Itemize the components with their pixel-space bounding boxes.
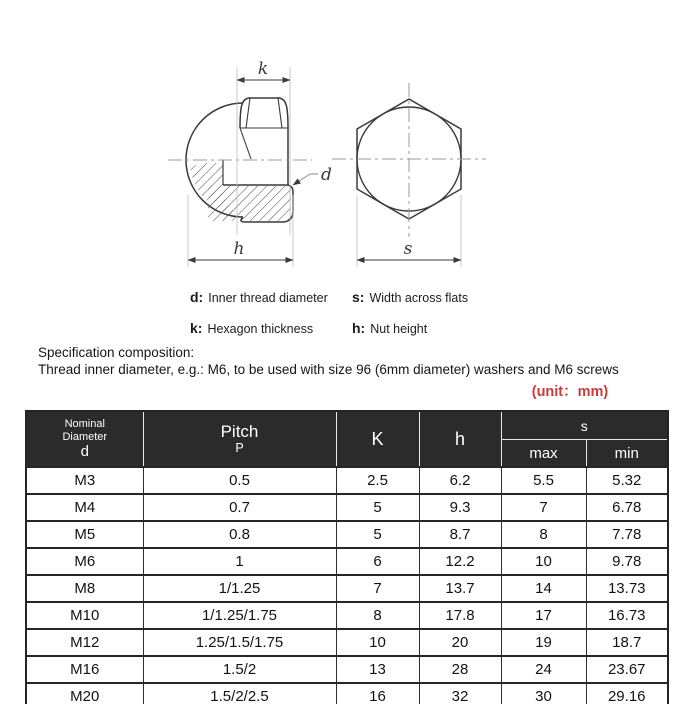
hex-cap-slant bbox=[240, 128, 251, 159]
cell-h: 12.2 bbox=[419, 548, 501, 575]
cell-smin: 16.73 bbox=[586, 602, 668, 629]
k-dimension-label: k bbox=[257, 59, 269, 79]
legend-item-h bbox=[352, 320, 427, 336]
table-row bbox=[26, 656, 668, 683]
cell-h: 17.8 bbox=[419, 602, 501, 629]
cell-smin: 29.16 bbox=[586, 683, 668, 704]
cell-h: 9.3 bbox=[419, 494, 501, 521]
cell-pitch: 1/1.25/1.75 bbox=[143, 602, 336, 629]
cap-nut-technical-drawing bbox=[150, 45, 490, 275]
legend-item-s bbox=[352, 289, 468, 305]
cell-smax: 8 bbox=[501, 521, 586, 548]
cell-k: 5 bbox=[336, 494, 419, 521]
cell-pitch: 0.5 bbox=[143, 467, 336, 494]
cell-smin: 18.7 bbox=[586, 629, 668, 656]
table-row bbox=[26, 521, 668, 548]
cell-h: 13.7 bbox=[419, 575, 501, 602]
cell-k: 8 bbox=[336, 602, 419, 629]
cell-smin: 5.32 bbox=[586, 467, 668, 494]
cell-h: 32 bbox=[419, 683, 501, 704]
header-d: d bbox=[80, 443, 89, 460]
cell-smax: 24 bbox=[501, 656, 586, 683]
specification-paragraph bbox=[38, 344, 619, 378]
cell-pitch: 1/1.25 bbox=[143, 575, 336, 602]
table-row bbox=[26, 575, 668, 602]
cell-d: M6 bbox=[26, 548, 143, 575]
cell-d: M20 bbox=[26, 683, 143, 704]
specification-body: Thread inner diameter, e.g.: M6, to be used with size 96 (6mm diameter) washers and M6 screws bbox=[38, 362, 619, 377]
cell-smax: 7 bbox=[501, 494, 586, 521]
cell-d: M3 bbox=[26, 467, 143, 494]
specification-title: Specification composition: bbox=[38, 345, 195, 360]
legend-item-k bbox=[190, 320, 313, 336]
d-dimension-label: d bbox=[321, 165, 332, 185]
legend-key-h: h: bbox=[352, 320, 366, 336]
col-header-s-min: min bbox=[586, 440, 668, 468]
cell-smax: 30 bbox=[501, 683, 586, 704]
cell-smin: 7.78 bbox=[586, 521, 668, 548]
cell-pitch: 0.8 bbox=[143, 521, 336, 548]
cell-d: M10 bbox=[26, 602, 143, 629]
col-header-nominal-diameter bbox=[26, 411, 143, 467]
table-row bbox=[26, 467, 668, 494]
cell-k: 2.5 bbox=[336, 467, 419, 494]
cell-h: 6.2 bbox=[419, 467, 501, 494]
col-header-s: s bbox=[501, 411, 668, 440]
cell-smax: 14 bbox=[501, 575, 586, 602]
section-hatch-base bbox=[208, 186, 291, 221]
cell-d: M16 bbox=[26, 656, 143, 683]
cell-d: M12 bbox=[26, 629, 143, 656]
legend-desc-d: Inner thread diameter bbox=[208, 291, 328, 305]
col-header-h: h bbox=[419, 411, 501, 467]
cell-smin: 9.78 bbox=[586, 548, 668, 575]
cell-k: 6 bbox=[336, 548, 419, 575]
legend-key-k: k: bbox=[190, 320, 203, 336]
cell-pitch: 1.5/2 bbox=[143, 656, 336, 683]
cell-pitch: 1.5/2/2.5 bbox=[143, 683, 336, 704]
table-row bbox=[26, 548, 668, 575]
header-pitch: Pitch bbox=[220, 422, 259, 441]
header-p: P bbox=[235, 441, 244, 455]
dimension-s bbox=[357, 195, 461, 267]
hex-cap-facets bbox=[240, 98, 288, 128]
s-dimension-label: s bbox=[403, 239, 413, 259]
cell-d: M5 bbox=[26, 521, 143, 548]
legend-key-s: s: bbox=[352, 289, 365, 305]
cell-k: 5 bbox=[336, 521, 419, 548]
legend-desc-s: Width across flats bbox=[369, 291, 469, 305]
table-row bbox=[26, 683, 668, 704]
cell-smax: 17 bbox=[501, 602, 586, 629]
legend-desc-h: Nut height bbox=[370, 322, 428, 336]
cell-h: 28 bbox=[419, 656, 501, 683]
unit-note: (unit：mm) bbox=[531, 384, 609, 400]
header-nominal: Nominal bbox=[64, 418, 105, 430]
cell-k: 10 bbox=[336, 629, 419, 656]
cell-pitch: 1.25/1.5/1.75 bbox=[143, 629, 336, 656]
table-row bbox=[26, 602, 668, 629]
cell-smin: 13.73 bbox=[586, 575, 668, 602]
table-row bbox=[26, 629, 668, 656]
col-header-k: K bbox=[336, 411, 419, 467]
h-dimension-label: h bbox=[233, 239, 245, 259]
dimension-spec-table bbox=[25, 410, 669, 704]
cell-d: M4 bbox=[26, 494, 143, 521]
legend-desc-k: Hexagon thickness bbox=[207, 322, 314, 336]
cell-smax: 19 bbox=[501, 629, 586, 656]
cell-smin: 23.67 bbox=[586, 656, 668, 683]
cell-k: 16 bbox=[336, 683, 419, 704]
cell-k: 13 bbox=[336, 656, 419, 683]
table-row bbox=[26, 494, 668, 521]
cell-h: 8.7 bbox=[419, 521, 501, 548]
dimension-d bbox=[293, 165, 332, 185]
legend-key-d: d: bbox=[190, 289, 204, 305]
col-header-pitch bbox=[143, 411, 336, 467]
cell-pitch: 0.7 bbox=[143, 494, 336, 521]
cell-smin: 6.78 bbox=[586, 494, 668, 521]
header-diameter: Diameter bbox=[62, 430, 108, 443]
cell-k: 7 bbox=[336, 575, 419, 602]
cell-d: M8 bbox=[26, 575, 143, 602]
hex-cap-top bbox=[240, 98, 288, 128]
cell-h: 20 bbox=[419, 629, 501, 656]
legend-item-d bbox=[190, 289, 328, 305]
col-header-s-max: max bbox=[501, 440, 586, 468]
cell-smax: 5.5 bbox=[501, 467, 586, 494]
cell-pitch: 1 bbox=[143, 548, 336, 575]
cell-smax: 10 bbox=[501, 548, 586, 575]
